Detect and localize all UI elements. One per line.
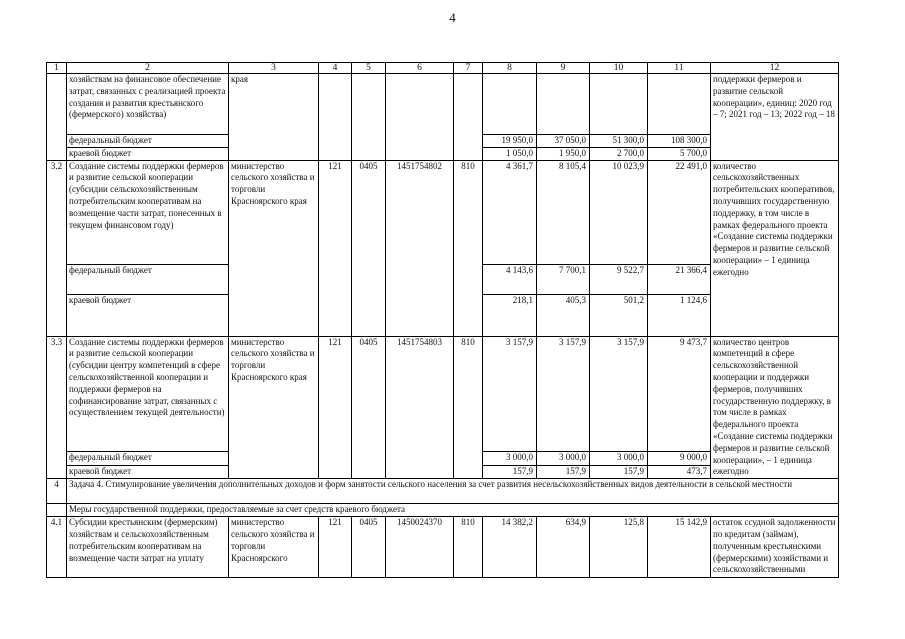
col-header-3: 3 (229, 63, 319, 74)
indicator: поддержки фермеров и развитие сельской кооперации», единиц: 2020 год – 7; 2021 год – 13; 2022 год – 18 (711, 74, 839, 161)
measure-text: хозяйствам на финансовое обеспечение затрат, связанных с реализацией проекта создания и развития крестьянского (фермерского) хозяйства) (67, 74, 229, 135)
col-header-11: 11 (648, 63, 711, 74)
value-cell: 405,3 (537, 294, 590, 336)
executor: министерство сельского хозяйства и торговли Красноярского края (229, 336, 319, 479)
value-cell: 1 124,6 (648, 294, 711, 336)
row-number: 3.2 (47, 160, 67, 336)
measures-heading: Меры государственной поддержки, предоставляемые за счет средств краевого бюджета (67, 504, 839, 517)
value-cell: 125,8 (590, 517, 648, 578)
task-title: Задача 4. Стимулирование увеличения дополнительных доходов и форм занятости сельского населения за счет развития несельскохозяйственных видов деятельности в сельской местности (67, 479, 839, 504)
value-cell: 157,9 (483, 465, 537, 478)
value-cell: 5 700,0 (648, 147, 711, 160)
value-cell: 3 000,0 (483, 452, 537, 465)
rzpr-code: 0405 (352, 336, 386, 479)
value-cell: 7 700,1 (537, 264, 590, 294)
vr-code: 810 (454, 517, 483, 578)
col-header-8: 8 (483, 63, 537, 74)
col-header-1: 1 (47, 63, 67, 74)
column-number-row (47, 63, 839, 74)
section-row (47, 504, 839, 517)
value-cell: 3 000,0 (537, 452, 590, 465)
value-cell: 22 491,0 (648, 160, 711, 264)
value-cell: 4 361,7 (483, 160, 537, 264)
grbs-code: 121 (319, 160, 352, 336)
value-cell: 8 105,4 (537, 160, 590, 264)
budget-label: федеральный бюджет (67, 135, 229, 148)
executor: края (229, 74, 319, 161)
col-header-6: 6 (386, 63, 454, 74)
table-row (47, 517, 839, 578)
value-cell: 15 142,9 (648, 517, 711, 578)
value-cell: 21 366,4 (648, 264, 711, 294)
value-cell: 9 522,7 (590, 264, 648, 294)
value-cell: 51 300,0 (590, 135, 648, 148)
col-header-5: 5 (352, 63, 386, 74)
task-row (47, 479, 839, 504)
value-cell: 473,7 (648, 465, 711, 478)
rzpr-code: 0405 (352, 160, 386, 336)
value-cell: 3 157,9 (537, 336, 590, 452)
value-cell: 4 143,6 (483, 264, 537, 294)
value-cell: 10 023,9 (590, 160, 648, 264)
row-number: 4.1 (47, 517, 67, 578)
col-header-2: 2 (67, 63, 229, 74)
value-cell: 218,1 (483, 294, 537, 336)
value-cell: 3 157,9 (483, 336, 537, 452)
table-row (47, 74, 839, 135)
value-cell: 1 950,0 (537, 147, 590, 160)
value-cell: 9 000,0 (648, 452, 711, 465)
budget-label: федеральный бюджет (67, 452, 229, 465)
table-row (47, 336, 839, 452)
vr-code: 810 (454, 336, 483, 479)
indicator: количество центров компетенций в сфере сельскохозяйственной кооперации и поддержки фермеров, получивших государственную поддержку, в том числе в рамках федерального проекта «Создание системы поддержки фермеров и развитие сельской кооперации», – 1 единица ежегодно (711, 336, 839, 479)
value-cell: 157,9 (537, 465, 590, 478)
value-cell: 501,2 (590, 294, 648, 336)
value-cell: 1 050,0 (483, 147, 537, 160)
csr-code: 1451754803 (386, 336, 454, 479)
measure-text: Создание системы поддержки фермеров и развитие сельской кооперации (субсидии центру компетенций в сфере сельскохозяйственной кооперации и поддержки фермеров на софинансирование затрат, связанных с осуществлением текущей деятельности) (67, 336, 229, 452)
value-cell: 37 050,0 (537, 135, 590, 148)
executor: министерство сельского хозяйства и торговли Красноярского края (229, 160, 319, 336)
budget-label: краевой бюджет (67, 465, 229, 478)
indicator: количество сельскохозяйственных потребительских кооперативов, получивших государственную поддержку, в том числе в рамках федерального проекта «Создание системы поддержки фермеров и развитие сельской кооперации» – 1 единица ежегодно (711, 160, 839, 336)
value-cell: 2 700,0 (590, 147, 648, 160)
value-cell: 14 382,2 (483, 517, 537, 578)
executor: министерство сельского хозяйства и торговли Красноярского (229, 517, 319, 578)
value-cell: 3 157,9 (590, 336, 648, 452)
col-header-10: 10 (590, 63, 648, 74)
col-header-7: 7 (454, 63, 483, 74)
value-cell: 157,9 (590, 465, 648, 478)
row-number: 3.3 (47, 336, 67, 479)
col-header-4: 4 (319, 63, 352, 74)
value-cell: 9 473,7 (648, 336, 711, 452)
rzpr-code: 0405 (352, 517, 386, 578)
program-table (46, 62, 839, 578)
measure-text: Создание системы поддержки фермеров и развитие сельской кооперации (субсидии сельскохозяйственным потребительским кооперативам на возмещение части затрат, понесенных в текущем финансовом году) (67, 160, 229, 264)
csr-code: 1451754802 (386, 160, 454, 336)
value-cell: 3 000,0 (590, 452, 648, 465)
grbs-code: 121 (319, 517, 352, 578)
budget-label: федеральный бюджет (67, 264, 229, 294)
col-header-12: 12 (711, 63, 839, 74)
table-row (47, 160, 839, 264)
grbs-code: 121 (319, 336, 352, 479)
value-cell: 634,9 (537, 517, 590, 578)
csr-code: 1450024370 (386, 517, 454, 578)
value-cell: 108 300,0 (648, 135, 711, 148)
budget-label: краевой бюджет (67, 294, 229, 336)
measure-text: Субсидии крестьянским (фермерским) хозяйствам и сельскохозяйственным потребительским кооперативам на возмещение части затрат на уплату (67, 517, 229, 578)
col-header-9: 9 (537, 63, 590, 74)
page-number: 4 (449, 10, 456, 25)
indicator: остаток ссудной задолженности по кредитам (займам), полученным крестьянскими (фермерскими) хозяйствами и сельскохозяйственными (711, 517, 839, 578)
budget-label: краевой бюджет (67, 147, 229, 160)
task-number: 4 (47, 479, 67, 504)
vr-code: 810 (454, 160, 483, 336)
value-cell: 19 950,0 (483, 135, 537, 148)
